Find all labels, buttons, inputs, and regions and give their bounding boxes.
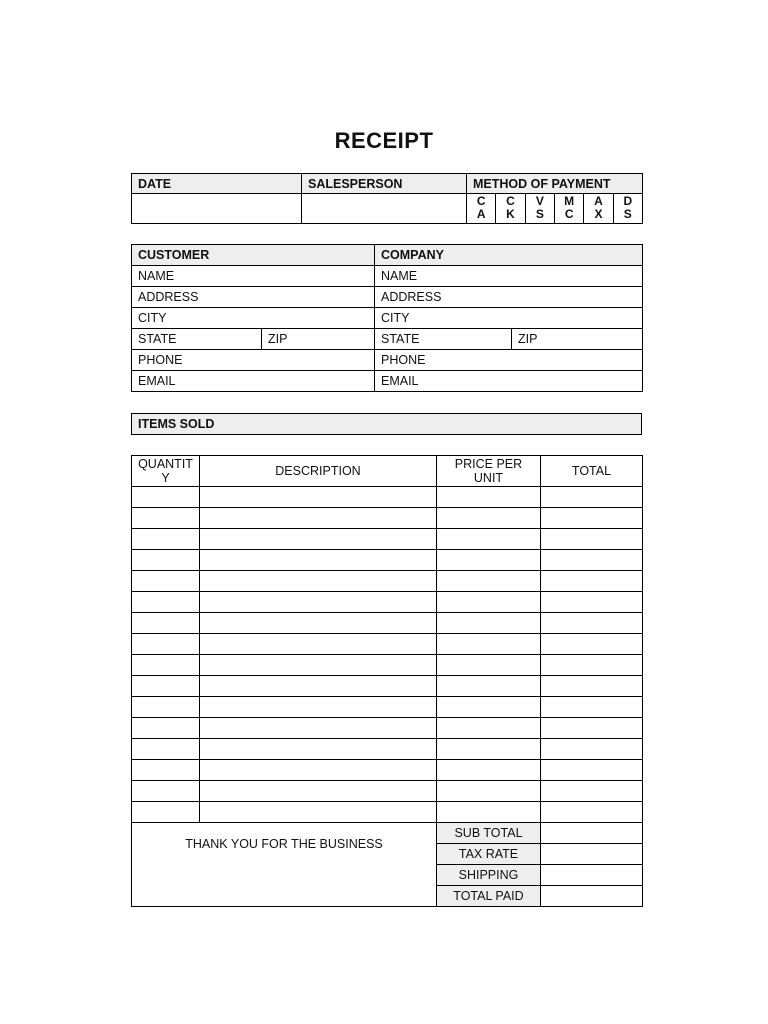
company-header: COMPANY [375,245,643,266]
shipping-field[interactable] [541,865,643,886]
item-description-cell[interactable] [200,592,437,613]
item-description-cell[interactable] [200,613,437,634]
item-price-cell[interactable] [437,655,541,676]
item-total-cell[interactable] [541,613,643,634]
item-total-cell[interactable] [541,550,643,571]
thank-you-message: THANK YOU FOR THE BUSINESS [132,823,437,907]
item-price-cell[interactable] [437,592,541,613]
item-description-cell[interactable] [200,550,437,571]
payment-option-cash[interactable]: C A [476,194,486,221]
item-price-cell[interactable] [437,508,541,529]
table-row [132,634,643,655]
customer-city-field[interactable]: CITY [132,308,375,329]
payment-option-check[interactable]: C K [495,194,524,223]
item-total-cell[interactable] [541,592,643,613]
item-quantity-cell[interactable] [132,487,200,508]
item-quantity-cell[interactable] [132,802,200,823]
shipping-label: SHIPPING [437,865,541,886]
item-total-cell[interactable] [541,739,643,760]
item-total-cell[interactable] [541,571,643,592]
tax-rate-label: TAX RATE [437,844,541,865]
item-quantity-cell[interactable] [132,739,200,760]
item-price-cell[interactable] [437,718,541,739]
items-sold-label: ITEMS SOLD [132,414,642,435]
payment-option-visa[interactable]: V S [525,194,554,223]
payment-option-amex[interactable]: A X [583,194,612,223]
sub-total-label: SUB TOTAL [437,823,541,844]
item-price-cell[interactable] [437,529,541,550]
item-description-cell[interactable] [200,655,437,676]
table-row [132,592,643,613]
item-price-cell[interactable] [437,697,541,718]
item-description-cell[interactable] [200,781,437,802]
item-description-cell[interactable] [200,487,437,508]
item-quantity-cell[interactable] [132,508,200,529]
table-row [132,550,643,571]
item-price-cell[interactable] [437,802,541,823]
item-total-cell[interactable] [541,529,643,550]
total-column-header: TOTAL [541,456,643,487]
item-quantity-cell[interactable] [132,697,200,718]
item-description-cell[interactable] [200,634,437,655]
item-quantity-cell[interactable] [132,550,200,571]
company-email-field[interactable]: EMAIL [375,371,643,392]
item-price-cell[interactable] [437,781,541,802]
price-per-unit-column-header: PRICE PER UNIT [437,456,541,487]
table-row [132,781,643,802]
item-price-cell[interactable] [437,676,541,697]
item-price-cell[interactable] [437,571,541,592]
customer-name-field[interactable]: NAME [132,266,375,287]
salesperson-label: SALESPERSON [302,174,467,194]
total-paid-field[interactable] [541,886,643,907]
item-quantity-cell[interactable] [132,592,200,613]
item-description-cell[interactable] [200,739,437,760]
customer-state-field[interactable]: STATE [132,329,262,350]
item-description-cell[interactable] [200,676,437,697]
quantity-column-header: QUANTIT Y [132,456,200,487]
customer-zip-field[interactable]: ZIP [262,329,375,350]
item-price-cell[interactable] [437,739,541,760]
table-row [132,802,643,823]
item-quantity-cell[interactable] [132,613,200,634]
item-quantity-cell[interactable] [132,655,200,676]
item-price-cell[interactable] [437,613,541,634]
payment-option-discover[interactable]: D S [613,194,642,223]
table-row [132,739,643,760]
table-row [132,613,643,634]
tax-rate-field[interactable] [541,844,643,865]
receipt-title: RECEIPT [334,128,434,153]
payment-method-label: METHOD OF PAYMENT [467,174,643,194]
item-quantity-cell[interactable] [132,634,200,655]
item-description-cell[interactable] [200,508,437,529]
table-row [132,529,643,550]
table-row [132,571,643,592]
table-row [132,508,643,529]
table-row [132,676,643,697]
customer-address-field[interactable]: ADDRESS [132,287,375,308]
item-total-cell[interactable] [541,802,643,823]
item-quantity-cell[interactable] [132,718,200,739]
item-total-cell[interactable] [541,655,643,676]
item-quantity-cell[interactable] [132,781,200,802]
payment-method-options [467,194,643,224]
company-name-field[interactable]: NAME [375,266,643,287]
items-sold-header [131,413,642,435]
item-quantity-cell[interactable] [132,529,200,550]
table-row [132,760,643,781]
table-row [132,655,643,676]
item-total-cell[interactable] [541,760,643,781]
items-table [131,455,643,907]
company-phone-field[interactable]: PHONE [375,350,643,371]
item-price-cell[interactable] [437,760,541,781]
item-description-cell[interactable] [200,718,437,739]
item-total-cell[interactable] [541,697,643,718]
item-price-cell[interactable] [437,550,541,571]
customer-email-field[interactable]: EMAIL [132,371,375,392]
date-label: DATE [132,174,302,194]
item-quantity-cell[interactable] [132,760,200,781]
salesperson-field[interactable] [302,194,467,224]
item-price-cell[interactable] [437,487,541,508]
total-paid-label: TOTAL PAID [437,886,541,907]
table-row [132,487,643,508]
item-quantity-cell[interactable] [132,676,200,697]
company-address-field[interactable]: ADDRESS [375,287,643,308]
payment-option-mastercard[interactable]: M C [554,194,583,223]
customer-phone-field[interactable]: PHONE [132,350,375,371]
header-info-table [131,173,643,224]
date-field[interactable] [132,194,302,224]
company-city-field[interactable]: CITY [375,308,643,329]
item-price-cell[interactable] [437,634,541,655]
item-total-cell[interactable] [541,676,643,697]
item-description-cell[interactable] [200,802,437,823]
description-column-header: DESCRIPTION [200,456,437,487]
item-total-cell[interactable] [541,487,643,508]
table-row [132,718,643,739]
item-description-cell[interactable] [200,760,437,781]
company-zip-field[interactable]: ZIP [512,329,643,350]
item-description-cell[interactable] [200,529,437,550]
company-state-field[interactable]: STATE [375,329,512,350]
item-total-cell[interactable] [541,718,643,739]
item-description-cell[interactable] [200,571,437,592]
customer-header: CUSTOMER [132,245,375,266]
item-total-cell[interactable] [541,634,643,655]
sub-total-field[interactable] [541,823,643,844]
item-quantity-cell[interactable] [132,571,200,592]
item-description-cell[interactable] [200,697,437,718]
table-row [132,697,643,718]
customer-company-table [131,244,643,392]
item-total-cell[interactable] [541,508,643,529]
item-total-cell[interactable] [541,781,643,802]
